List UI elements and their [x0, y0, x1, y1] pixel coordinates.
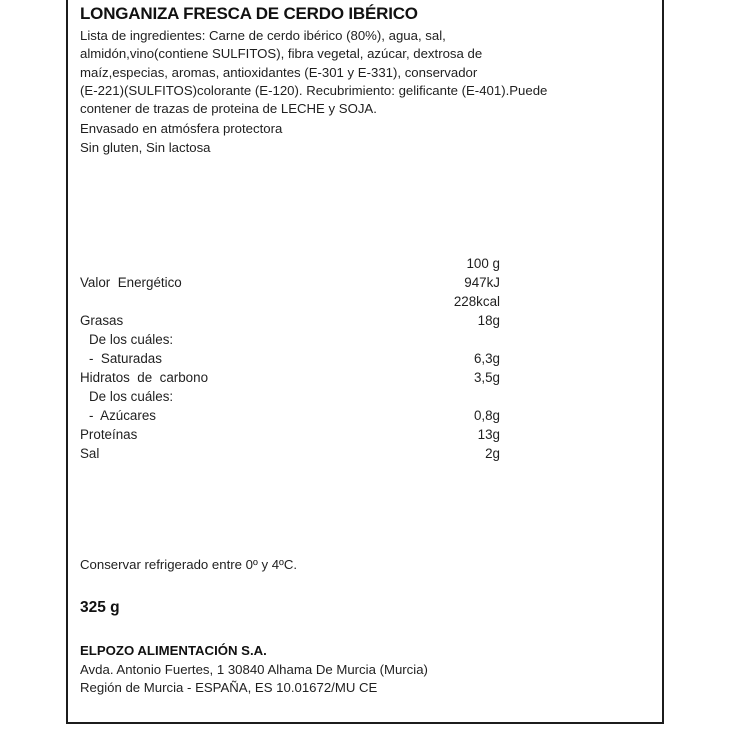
notice-allergen-free: Sin gluten, Sin lactosa [80, 140, 211, 156]
ingredients-line: contener de trazas de proteina de LECHE y SOJA. [80, 101, 377, 117]
table-row [80, 427, 500, 446]
ingredients-line: maíz,especias, aromas, antioxidantes (E-301 y E-331), conservador [80, 64, 478, 80]
nutrition-row-label: Valor Energético [80, 275, 182, 290]
nutrition-row-label: Proteínas [80, 427, 138, 442]
storage-instructions: Conservar refrigerado entre 0º y 4ºC. [80, 557, 298, 572]
nutrition-row-value: 13g [477, 427, 500, 442]
product-title: LONGANIZA FRESCA DE CERDO IBÉRICO [80, 4, 418, 23]
nutrition-row-value: 947kJ [464, 275, 500, 290]
ingredients-list [80, 27, 652, 118]
table-row [80, 351, 500, 370]
nutrition-row-value: 3,5g [473, 370, 500, 385]
nutrition-row-value: 2g [485, 446, 500, 461]
nutrition-row-value: 0,8g [473, 408, 500, 423]
nutrition-row-label: - Azúcares [89, 408, 156, 423]
table-row [80, 294, 500, 313]
table-row [80, 313, 500, 332]
nutrition-row-value: 18g [477, 313, 500, 328]
ingredients-line: almidón,vino(contiene SULFITOS), fibra vegetal, azúcar, dextrosa de [80, 46, 483, 62]
net-weight: 325 g [80, 599, 120, 616]
product-label-panel [66, 0, 664, 724]
nutrition-row-label: - Saturadas [89, 351, 162, 366]
label-content [80, 4, 652, 722]
table-row [80, 370, 500, 389]
nutrition-row-label: De los cuáles: [89, 389, 174, 404]
ingredients-line: (E-221)(SULFITOS)colorante (E-120). Recubrimiento: gelificante (E-401).Puede [80, 82, 548, 98]
nutrition-table [80, 256, 500, 465]
nutrition-row-label: Grasas [80, 313, 124, 328]
notice-atmosphere: Envasado en atmósfera protectora [80, 121, 283, 137]
company-name: ELPOZO ALIMENTACIÓN S.A. [80, 643, 267, 658]
nutrition-row-value: 6,3g [473, 351, 500, 366]
table-row [80, 446, 500, 465]
table-row [80, 332, 500, 351]
nutrition-row-value: 228kcal [453, 294, 500, 309]
nutrition-row-label: Hidratos de carbono [80, 370, 209, 385]
nutrition-column-header: 100 g [466, 256, 500, 271]
nutrition-row-label: De los cuáles: [89, 332, 174, 347]
packaging-notices [80, 120, 652, 157]
table-row [80, 408, 500, 427]
nutrition-row-label: Sal [80, 446, 100, 461]
manufacturer-block [80, 642, 428, 698]
table-row [80, 389, 500, 408]
company-address-line-1: Avda. Antonio Fuertes, 1 30840 Alhama De Murcia (Murcia) [80, 661, 428, 677]
table-row [80, 275, 500, 294]
ingredients-line: Lista de ingredientes: Carne de cerdo ibérico (80%), agua, sal, [80, 28, 446, 43]
nutrition-header-row [80, 256, 500, 275]
company-address-line-2: Región de Murcia - ESPAÑA, ES 10.01672/MU CE [80, 680, 378, 696]
